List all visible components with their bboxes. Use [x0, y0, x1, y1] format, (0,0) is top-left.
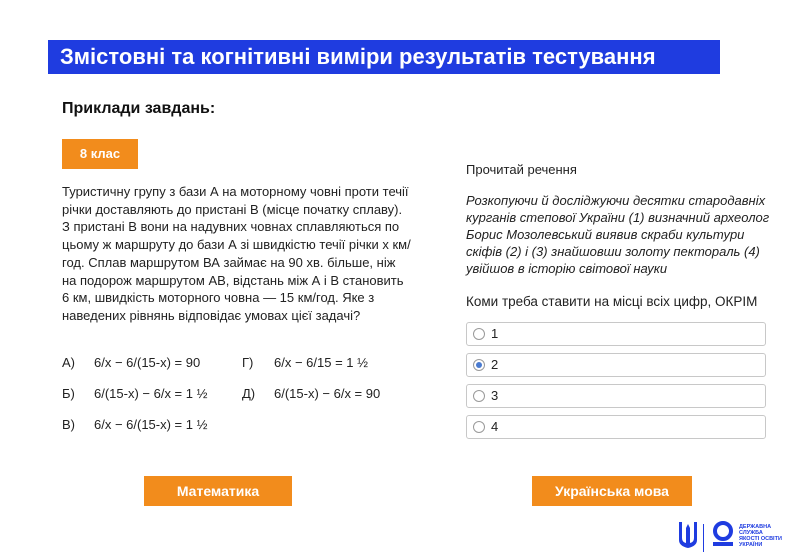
answer-letter: В) — [62, 417, 75, 432]
logo-text-line: ЯКОСТІ ОСВІТИ — [739, 536, 782, 542]
page-title: Змістовні та когнітивні виміри результатів тестування — [48, 40, 720, 74]
answer-letter: Г) — [242, 355, 254, 370]
radio-button[interactable] — [473, 390, 485, 402]
answer-formula: 6/x − 6/(15-x) = 1 ½ — [94, 417, 208, 432]
ukrainian-prompt: Прочитай речення — [466, 162, 577, 177]
answer-formula: 6/x − 6/(15-x) = 90 — [94, 355, 201, 370]
grade-badge: 8 клас — [62, 139, 138, 169]
logo-divider — [703, 524, 704, 552]
ukrainian-question: Коми треба ставити на місці всіх цифр, ОКРІМ — [466, 294, 758, 309]
radio-button[interactable] — [473, 328, 485, 340]
answer-d — [242, 386, 380, 401]
answer-b — [62, 386, 207, 401]
answer-letter: Д) — [242, 386, 256, 401]
logo-text-line: СЛУЖБА — [739, 530, 763, 536]
math-subject-button[interactable]: Математика — [144, 476, 292, 506]
radio-button[interactable] — [473, 359, 485, 371]
option-label: 3 — [491, 388, 499, 403]
radio-button[interactable] — [473, 421, 485, 433]
option-2[interactable] — [466, 353, 766, 377]
logo-text-line: ДЕРЖАВНА — [739, 524, 772, 530]
option-label: 4 — [491, 419, 499, 434]
answer-letter: А) — [62, 355, 75, 370]
option-4[interactable] — [466, 415, 766, 439]
answer-formula: 6/(15-x) − 6/x = 1 ½ — [94, 386, 208, 401]
organization-logo — [675, 520, 807, 560]
answer-formula: 6/x − 6/15 = 1 ½ — [274, 355, 368, 370]
logo-text — [739, 524, 799, 548]
ukrainian-subject-button[interactable]: Українська мова — [532, 476, 692, 506]
option-3[interactable] — [466, 384, 766, 408]
logo-text-line: УКРАЇНИ — [739, 542, 763, 548]
section-subtitle: Приклади завдань: — [62, 100, 216, 117]
option-1[interactable] — [466, 322, 766, 346]
answer-letter: Б) — [62, 386, 75, 401]
answer-g — [242, 355, 368, 370]
option-label: 2 — [491, 357, 499, 372]
answer-formula: 6/(15-x) − 6/x = 90 — [274, 386, 381, 401]
math-problem-text: Туристичну групу з бази А на моторному човні проти течії річки доставляють до пристані В (місце початку сплаву). З пристані В вони на надувних човнах сплавляються по цьому ж маршруту до бази А зі швидкістю течії річки x км/год. Сплав маршрутом ВА займає на 90 хв. більше, ніж на подорож маршрутом АВ, відстань між А і В становить 6 км, швидкість моторного човна — 15 км/год. Яке з наведених рівнянь відповідає умовах цієї задачі? — [62, 184, 411, 323]
answer-a — [62, 355, 200, 370]
ukrainian-sentence: Розкопуючи й досліджуючи десятки стародавніх курганів степової України (1) визначний археолог Борис Мозолевський виявив скраби культури скіфів (2) і (3) знайшовши золоту пектораль (4) увійшов в історію світової науки — [466, 193, 770, 276]
option-label: 1 — [491, 326, 499, 341]
trident-icon — [677, 520, 699, 550]
quality-service-mark-icon — [711, 520, 735, 550]
answer-v — [62, 417, 207, 432]
